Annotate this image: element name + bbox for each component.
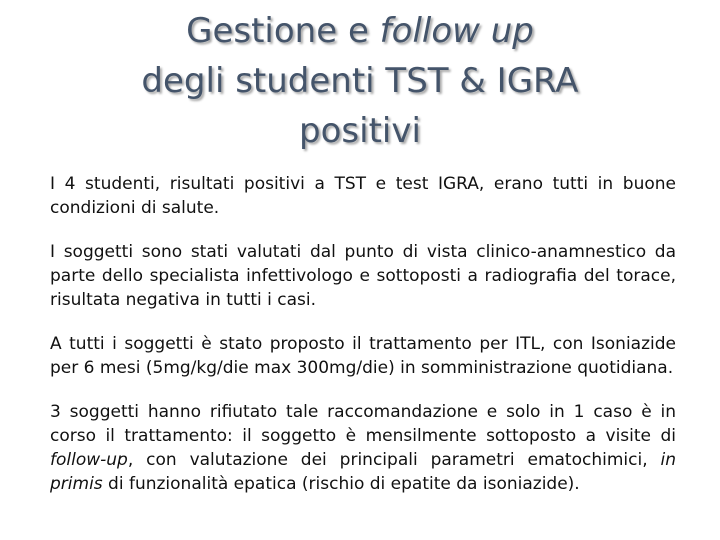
paragraph-4-part-1: 3 soggetti hanno rifiutato tale raccomandazione e solo in 1 caso è in corso il trattamento: il soggetto è mensilmente sottoposto a visite di (50, 402, 676, 446)
paragraph-2: I soggetti sono stati valutati dal punto di vista clinico-anamnestico da parte dello specialista infettivologo e sottoposti a radiografia del torace, risultata negativa in tutti i casi. (50, 242, 676, 310)
paragraph-1: I 4 studenti, risultati positivi a TST e test IGRA, erano tutti in buone condizioni di salute. (50, 174, 676, 218)
paragraph-4-part-3: di funzionalità epatica (rischio di epatite da isoniazide). (102, 474, 580, 494)
title-line-1-italic: follow up (379, 11, 534, 51)
title-line-2: degli studenti TST & IGRA (141, 61, 579, 101)
title-line-1-prefix: Gestione e (186, 11, 380, 51)
paragraph-3: A tutti i soggetti è stato proposto il trattamento per ITL, con Isoniazide per 6 mesi (5mg/kg/die max 300mg/die) in somministrazione quotidiana. (50, 334, 676, 378)
slide-body (50, 172, 676, 516)
paragraph-4-part-2: , con valutazione dei principali parametri ematochimici, (127, 450, 661, 470)
paragraph-4 (50, 400, 676, 496)
title-line-1 (40, 6, 680, 56)
slide-title (40, 6, 680, 156)
paragraph-4-italic-2: in primis (50, 450, 676, 494)
title-line-3: positivi (299, 111, 421, 151)
paragraph-4-italic-1: follow-up (50, 450, 128, 470)
